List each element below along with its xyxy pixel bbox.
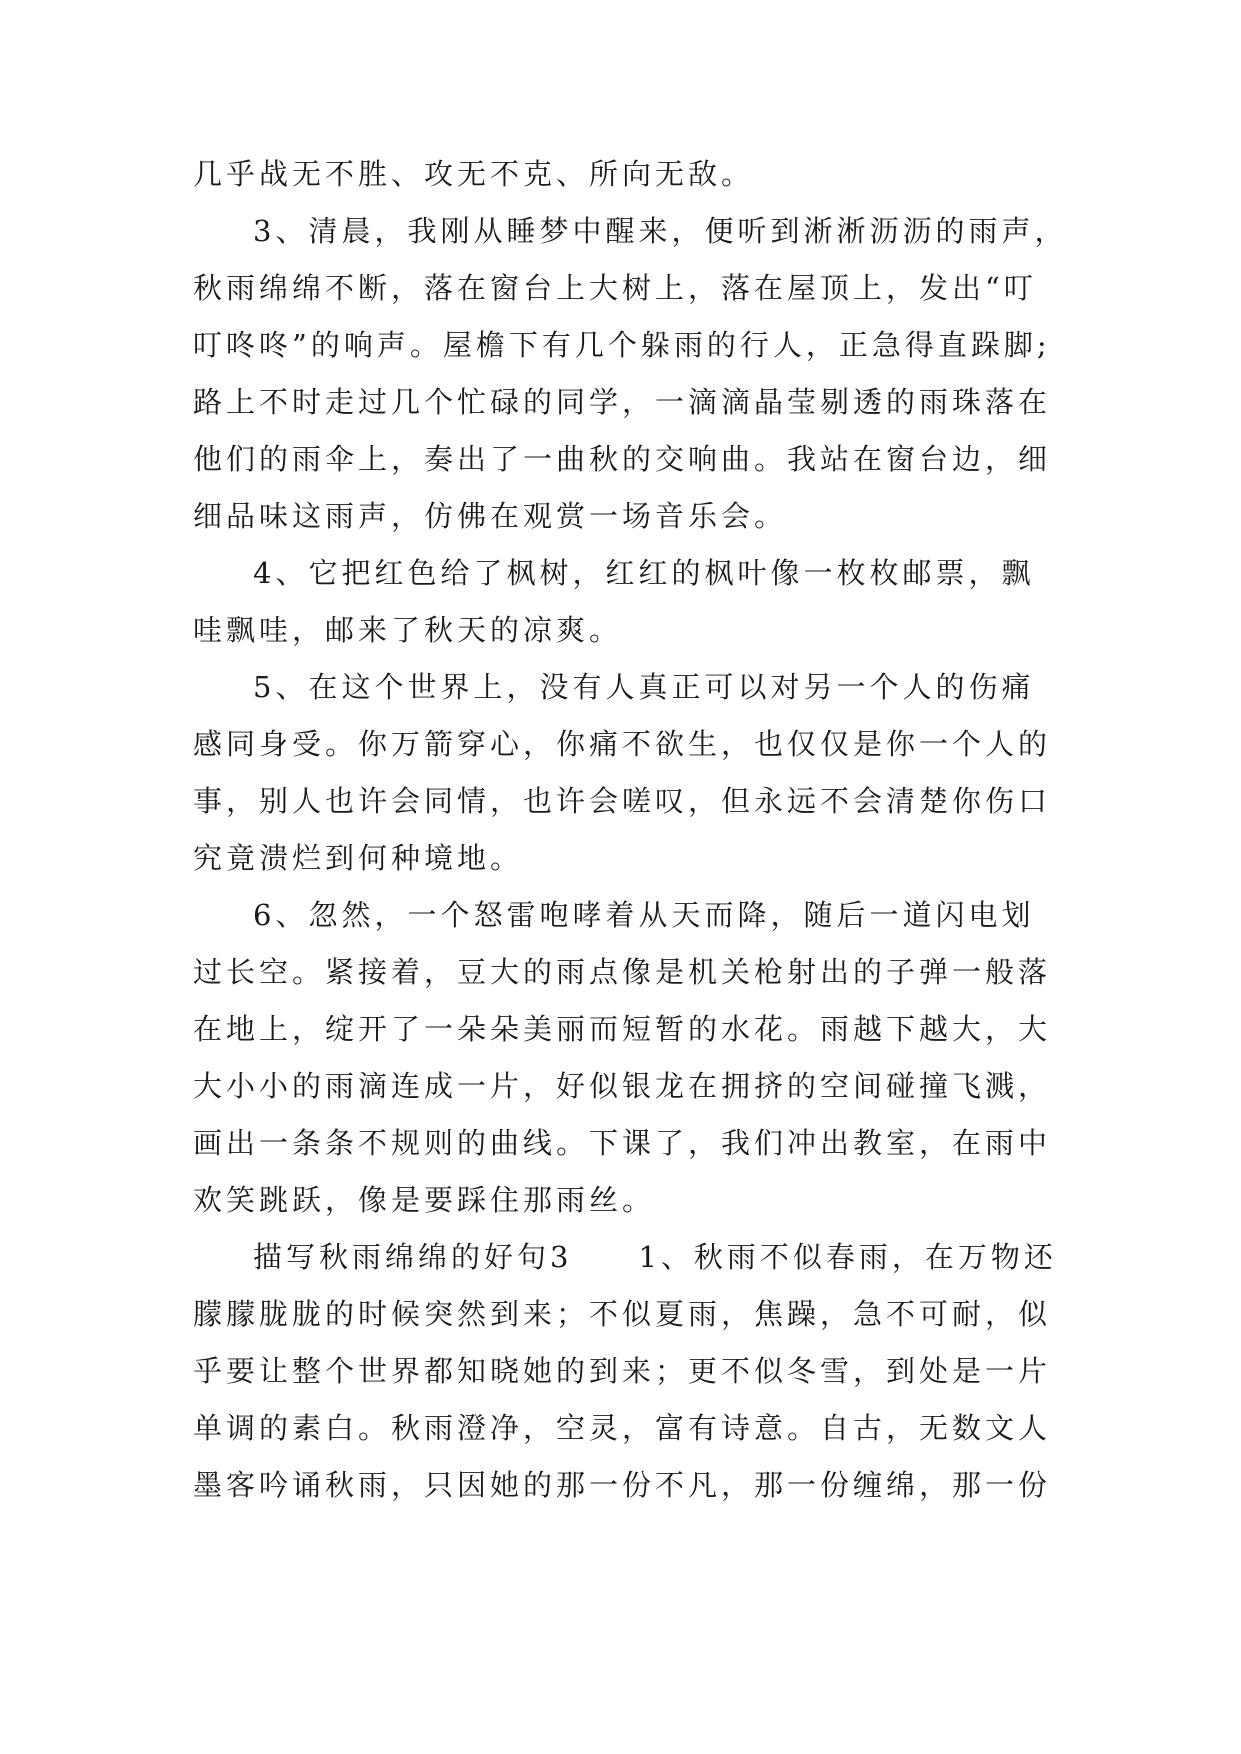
text-line: 他们的雨伞上，奏出了一曲秋的交响曲。我站在窗台边，细 (193, 442, 1052, 476)
paragraph-start-line: 5、在这个世界上，没有人真正可以对另一个人的伤痛 (253, 670, 1035, 704)
text-line: 路上不时走过几个忙碌的同学，一滴滴晶莹剔透的雨珠落在 (193, 385, 1052, 419)
text-line: 秋雨绵绵不断，落在窗台上大树上，落在屋顶上，发出“叮 (193, 271, 1037, 305)
text-line: 事，别人也许会同情，也许会嗟叹，但永远不会清楚你伤口 (193, 784, 1052, 818)
paragraph-start-line: 4、它把红色给了枫树，红红的枫叶像一枚枚邮票，飘 (253, 556, 1035, 590)
text-line: 过长空。紧接着，豆大的雨点像是机关枪射出的子弹一般落 (193, 955, 1052, 989)
text-line: 叮咚咚”的响声。屋檐下有几个躲雨的行人，正急得直跺脚; (193, 328, 1051, 362)
text-line: 大小小的雨滴连成一片，好似银龙在拥挤的空间碰撞飞溅， (193, 1069, 1052, 1103)
text-line: 墨客吟诵秋雨，只因她的那一份不凡，那一份缠绵，那一份 (193, 1468, 1052, 1502)
text-line: 几乎战无不胜、攻无不克、所向无敌。 (193, 157, 755, 191)
paragraph-start-line: 6、忽然，一个怒雷咆哮着从天而降，随后一道闪电划 (253, 898, 1035, 932)
section-heading-line: 描写秋雨绵绵的好句3 1、秋雨不似春雨，在万物还 (253, 1240, 1057, 1274)
text-line: 画出一条条不规则的曲线。下课了，我们冲出教室，在雨中 (193, 1126, 1052, 1160)
text-line: 在地上，绽开了一朵朵美丽而短暂的水花。雨越下越大，大 (193, 1012, 1052, 1046)
text-line: 欢笑跳跃，像是要踩住那雨丝。 (193, 1183, 656, 1217)
text-line: 究竟溃烂到何种境地。 (193, 841, 524, 875)
text-line: 哇飘哇，邮来了秋天的凉爽。 (193, 613, 623, 647)
text-line: 细品味这雨声，仿佛在观赏一场音乐会。 (193, 499, 788, 533)
text-line: 朦朦胧胧的时候突然到来；不似夏雨，焦躁，急不可耐，似 (193, 1297, 1052, 1331)
paragraph-start-line: 3、清晨，我刚从睡梦中醒来，便听到淅淅沥沥的雨声， (253, 214, 1068, 248)
text-line: 感同身受。你万箭穿心，你痛不欲生，也仅仅是你一个人的 (193, 727, 1052, 761)
text-line: 乎要让整个世界都知晓她的到来；更不似冬雪，到处是一片 (193, 1354, 1052, 1388)
text-line: 单调的素白。秋雨澄净，空灵，富有诗意。自古，无数文人 (193, 1411, 1052, 1445)
